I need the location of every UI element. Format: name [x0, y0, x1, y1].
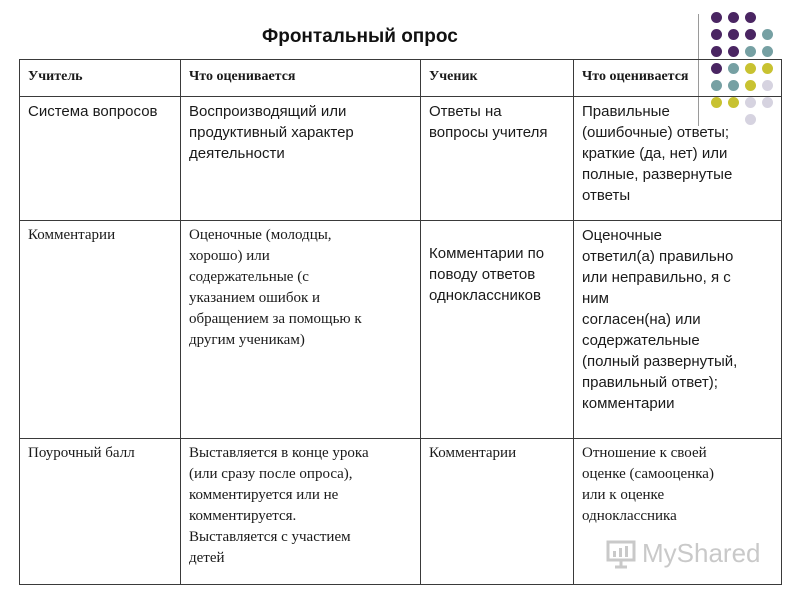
- table-cell: Комментарии: [20, 221, 181, 439]
- header-student: Ученик: [421, 60, 574, 97]
- table-header-row: [20, 60, 782, 97]
- presentation-board-icon: [606, 539, 636, 569]
- decor-dot: [745, 46, 756, 57]
- table-cell: Воспроизводящий или продуктивный характер деятельности: [181, 97, 421, 221]
- table-cell: Правильные (ошибочные) ответы; краткие (да, нет) или полные, развернутые ответы: [574, 97, 782, 221]
- table-cell: Комментарии: [421, 439, 574, 585]
- header-what-evaluated-student: Что оценивается: [574, 60, 782, 97]
- decor-dot: [728, 29, 739, 40]
- watermark-text: MyShared: [642, 538, 761, 568]
- decor-dot: [711, 46, 722, 57]
- assessment-table: [19, 59, 782, 585]
- decor-dot: [762, 29, 773, 40]
- header-what-evaluated-teacher: Что оценивается: [181, 60, 421, 97]
- decor-dot: [711, 29, 722, 40]
- table-cell: Оценочные ответил(а) правильно или неправильно, я с ним согласен(на) или содержательные (полный развернутый, правильный ответ); комментарии: [574, 221, 782, 439]
- decor-dot: [728, 46, 739, 57]
- decor-dot: [711, 12, 722, 23]
- table-row: [20, 97, 782, 221]
- table-cell: Система вопросов: [20, 97, 181, 221]
- table-cell: Поурочный балл: [20, 439, 181, 585]
- myshared-watermark: [606, 538, 761, 569]
- decor-dot: [762, 46, 773, 57]
- decor-dot: [728, 12, 739, 23]
- table-cell: Выставляется в конце урока (или сразу после опроса), комментируется или не комментируется. Выставляется с участием детей: [181, 439, 421, 585]
- decor-dot: [745, 29, 756, 40]
- table-cell: Отношение к своей оценке (самооценка) или к оценке одноклассника: [574, 439, 782, 585]
- page-title: Фронтальный опрос: [262, 26, 458, 47]
- table-cell: Комментарии по поводу ответов одноклассников: [421, 221, 574, 439]
- table-cell: Ответы на вопросы учителя: [421, 97, 574, 221]
- header-teacher: Учитель: [20, 60, 181, 97]
- table-cell: Оценочные (молодцы, хорошо) или содержательные (с указанием ошибок и обращением за помощью к другим ученикам): [181, 221, 421, 439]
- table-row: [20, 221, 782, 439]
- decor-dot: [745, 12, 756, 23]
